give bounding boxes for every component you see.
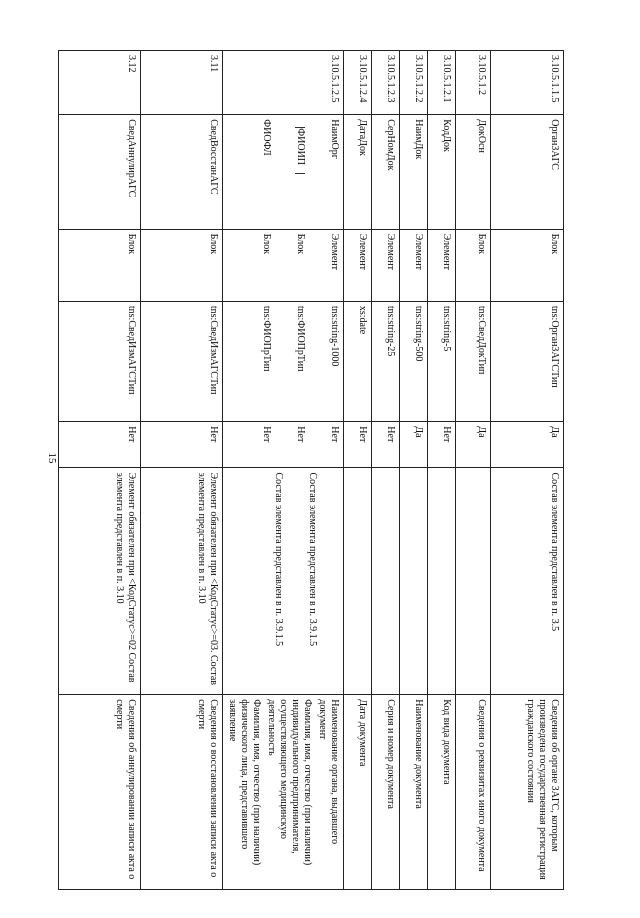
cell-type: tns:string-5 [428, 301, 456, 421]
kind-2: Блок [295, 233, 306, 255]
cell-num: 3.10.5.1.2.2 [400, 51, 428, 115]
table-row [344, 51, 372, 890]
cell-code: ОрганЗАГС [491, 115, 564, 229]
table-row [141, 51, 223, 890]
table-row [456, 51, 491, 890]
cell-note [428, 468, 456, 695]
cell-type: tns:string-500 [400, 301, 428, 421]
cell-code: СерНомДок [372, 115, 400, 229]
cell-note [400, 468, 428, 695]
note-3: Состав элемента представлен в п. 3.9.1.5 [273, 472, 284, 647]
cell-code [223, 115, 344, 229]
cell-note: Элемент обязателен при <КодСтатус>=02 Состав элемента представлен в п. 3.10 [59, 468, 141, 695]
kind-1: Элемент [329, 233, 340, 271]
cell-desc: Дата документа [344, 695, 372, 890]
cell-kind [223, 229, 344, 301]
cell-code: НаимДок [400, 115, 428, 229]
table-row [372, 51, 400, 890]
cell-num: 3.10.5.1.2.1 [428, 51, 456, 115]
cell-desc: Сведения об органе ЗАГС, которым произведена государственная регистрация гражданского состояния [491, 695, 564, 890]
cell-code: КодДок [428, 115, 456, 229]
cell-num [223, 51, 344, 115]
cell-type: tns:string-25 [372, 301, 400, 421]
cell-req: Да [491, 422, 564, 468]
cell-req: Нет [141, 422, 223, 468]
desc-2: Фамилия, имя, отчество (при наличии) индивидуального предпринимателя, осуществляющего медицинскую деятельность [266, 699, 313, 866]
cell-desc: Сведения о восстановлении записи акта о смерти [141, 695, 223, 890]
cell-num: 3.10.5.1.1.5 [491, 51, 564, 115]
cell-kind: Блок [456, 229, 491, 301]
cell-req [223, 422, 344, 468]
cell-req: Нет [372, 422, 400, 468]
table-row [59, 51, 141, 890]
cell-type: tns:СведДокТип [456, 301, 491, 421]
req-1: Нет [329, 426, 340, 443]
cell-kind: Элемент [344, 229, 372, 301]
page-number: 15 [46, 452, 58, 464]
type-1: tns:string-1000 [329, 305, 340, 367]
cell-type: tns:СведИзмАГСТип [141, 301, 223, 421]
table-row [400, 51, 428, 890]
req-2: Нет [295, 426, 306, 443]
type-3: tns:ФИОПрТип [261, 305, 272, 372]
cell-code: СведАннулирАГС [59, 115, 141, 229]
type-2: tns:ФИОПрТип [295, 305, 306, 372]
cell-num: 3.10.5.1.2.3 [372, 51, 400, 115]
cell-req: Нет [59, 422, 141, 468]
req-3: Нет [261, 426, 272, 443]
cell-desc: Сведения об аннулировании записи акта о смерти [59, 695, 141, 890]
cell-type: tns:ОрганЗАГСТип [491, 301, 564, 421]
cell-desc: Код вида документа [428, 695, 456, 890]
rotated-table-container [84, 50, 564, 890]
cell-kind: Блок [141, 229, 223, 301]
cell-note [372, 468, 400, 695]
kind-3: Блок [261, 233, 272, 255]
cell-num: 3.10.5.1.2.4 [344, 51, 372, 115]
cell-desc [223, 695, 344, 890]
cell-kind: Элемент [428, 229, 456, 301]
cell-code: СведВосстанАГС [141, 115, 223, 229]
cell-note [456, 468, 491, 695]
cell-req: Нет [344, 422, 372, 468]
cell-code: ДокОсн [456, 115, 491, 229]
cell-type: xs:date [344, 301, 372, 421]
cell-kind: Элемент [400, 229, 428, 301]
cell-req: Да [400, 422, 428, 468]
table-row [491, 51, 564, 890]
cell-num: 3.12 [59, 51, 141, 115]
desc-3: Фамилия, имя, отчество (при наличии) физического лица, представившего заявление [227, 699, 262, 866]
cell-kind: Блок [59, 229, 141, 301]
cell-note [344, 468, 372, 695]
note-2: Состав элемента представлен в п. 3.9.1.5 [307, 472, 318, 647]
cell-type: tns:СведИзмАГСТип [59, 301, 141, 421]
cell-note: Состав элемента представлен в п. 3.5 [491, 468, 564, 695]
cell-num: 3.11 [141, 51, 223, 115]
cell-type [223, 301, 344, 421]
code-3: ФИОФЛ [261, 119, 272, 156]
cell-desc: Сведения о реквизитах иного документа [456, 695, 491, 890]
cell-note [223, 468, 344, 695]
cell-desc: Серия и номер документа [372, 695, 400, 890]
cell-num-text: 3.10.5.1.2.5 [329, 55, 340, 103]
desc-1: Наименование органа, выдавшего документ [317, 699, 340, 845]
cell-kind: Элемент [372, 229, 400, 301]
cell-kind: Блок [491, 229, 564, 301]
table-row [428, 51, 456, 890]
cell-note: Элемент обязателен при <КодСтатус>=03. Состав элемента представлен в п. 3.10 [141, 468, 223, 695]
bar-mark-2 [295, 173, 305, 174]
cell-req: Нет [428, 422, 456, 468]
specification-table [58, 50, 564, 890]
table-row-fio [223, 51, 344, 890]
cell-code: ДатаДок [344, 115, 372, 229]
code-2: ФИОИП [295, 128, 306, 166]
cell-req: Да [456, 422, 491, 468]
code-1: НаимОрг [329, 119, 340, 159]
cell-desc: Наименование документа [400, 695, 428, 890]
cell-num: 3.10.5.1.2 [456, 51, 491, 115]
